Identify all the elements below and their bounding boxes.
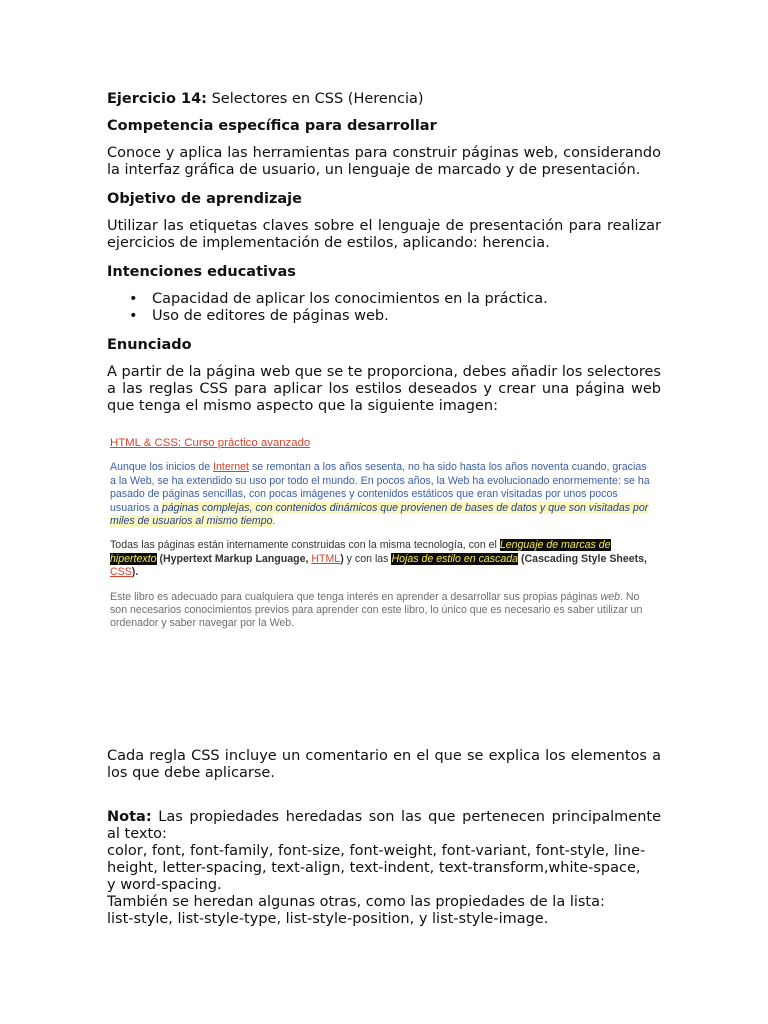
nota-line-1: color, font, font-family, font-size, font-weight, font-variant, font-style, line-height, letter-spacing, text-align, text-indent, text-transform,white-space, [107,843,646,876]
intenciones-list [107,291,661,325]
nota-line-2: y word-spacing. [107,877,222,893]
html-link: HTML [311,552,341,565]
example-paragraph-2 [110,539,655,579]
text-run: y con las [343,552,392,565]
competencia-heading: Competencia específica para desarrollar [107,118,437,134]
text-run: Este libro es adecuado para cualquiera que tenga interés en aprender a desarrollar sus propias páginas [110,590,601,603]
competencia-text: Conoce y aplica las herramientas para construir páginas web, considerando la interfaz gráfica de usuario, un lenguaje de marcado y de presentación. [107,145,661,178]
nota-line-4: list-style, list-style-type, list-style-position, y list-style-image. [107,911,549,927]
intenciones-heading: Intenciones educativas [107,264,296,280]
text-run: Aunque los inicios de [110,461,214,474]
example-heading: HTML & CSS: Curso práctico avanzado [110,437,311,449]
exercise-subtitle: Selectores en CSS (Herencia) [206,91,424,107]
highlight-text: Hojas de estilo en cascada [391,552,519,565]
example-paragraph-1 [110,461,655,528]
highlight-text: páginas complejas, con contenidos dinámicos que provienen de bases de datos y que son visitadas por miles de usuarios al mismo tiempo [110,501,649,528]
text-run: web [600,590,621,603]
nota-text: Las propiedades heredadas son las que pertenecen principalmente al texto: [107,809,661,842]
example-paragraph-3 [110,591,655,631]
text-run: (Cascading Style Sheets, [518,552,647,565]
enunciado-text: A partir de la página web que se te proporciona, debes añadir los selectores a las reglas CSS para aplicar los estilos deseados y crear una página web que tenga el mismo aspecto que la siguiente imagen: [107,364,661,414]
list-item: • Uso de editores de páginas web. [107,308,661,325]
enunciado-heading: Enunciado [107,337,192,353]
example-web-page-image [110,437,655,637]
objetivo-text: Utilizar las etiquetas claves sobre el lenguaje de presentación para realizar ejercicios de implementación de estilos, aplicando: herencia. [107,218,661,251]
document-body-continued [107,748,661,928]
nota-label: Nota: [107,809,152,825]
cada-regla-text: Cada regla CSS incluye un comentario en el que se explica los elementos a los que debe aplicarse. [107,748,661,781]
nota-block [107,809,661,928]
text-run: se remontan a los años sesenta, no ha sido hasta los años noventa cuando, gracias a la Web, se ha extendido su uso por todo el mundo. En pocos años, la Web ha evolucionado enormemente: se ha pasado de páginas sencillas, con pocas imágenes y contenidos estáticos que eran visitadas por unos pocos usuarios a [110,461,650,514]
nota-intro [107,809,661,843]
nota-line-3: También se heredan algunas otras, como las propiedades de la lista: [107,894,605,910]
text-run: . [272,515,276,528]
highlight-text: Lenguaje de marcas de hipertexto [110,539,611,565]
text-run: (Hypertext Markup Language, [159,552,312,565]
exercise-label: Ejercicio 14: [107,91,207,107]
css-link: CSS [110,566,132,579]
text-run: . No son necesarios conocimientos previos para aprender con este libro, lo único que es necesario es saber utilizar un ordenador y saber navegar por la Web. [110,590,643,630]
document-body [107,91,661,415]
text-run: ). [131,566,139,579]
internet-link: Internet [213,461,249,474]
text-run: ) [340,552,344,565]
text-run: Todas las páginas están internamente construidas con la misma tecnología, con el [110,539,500,552]
exercise-title [107,91,661,108]
list-item: • Capacidad de aplicar los conocimientos en la práctica. [107,291,661,308]
objetivo-heading: Objetivo de aprendizaje [107,191,302,207]
